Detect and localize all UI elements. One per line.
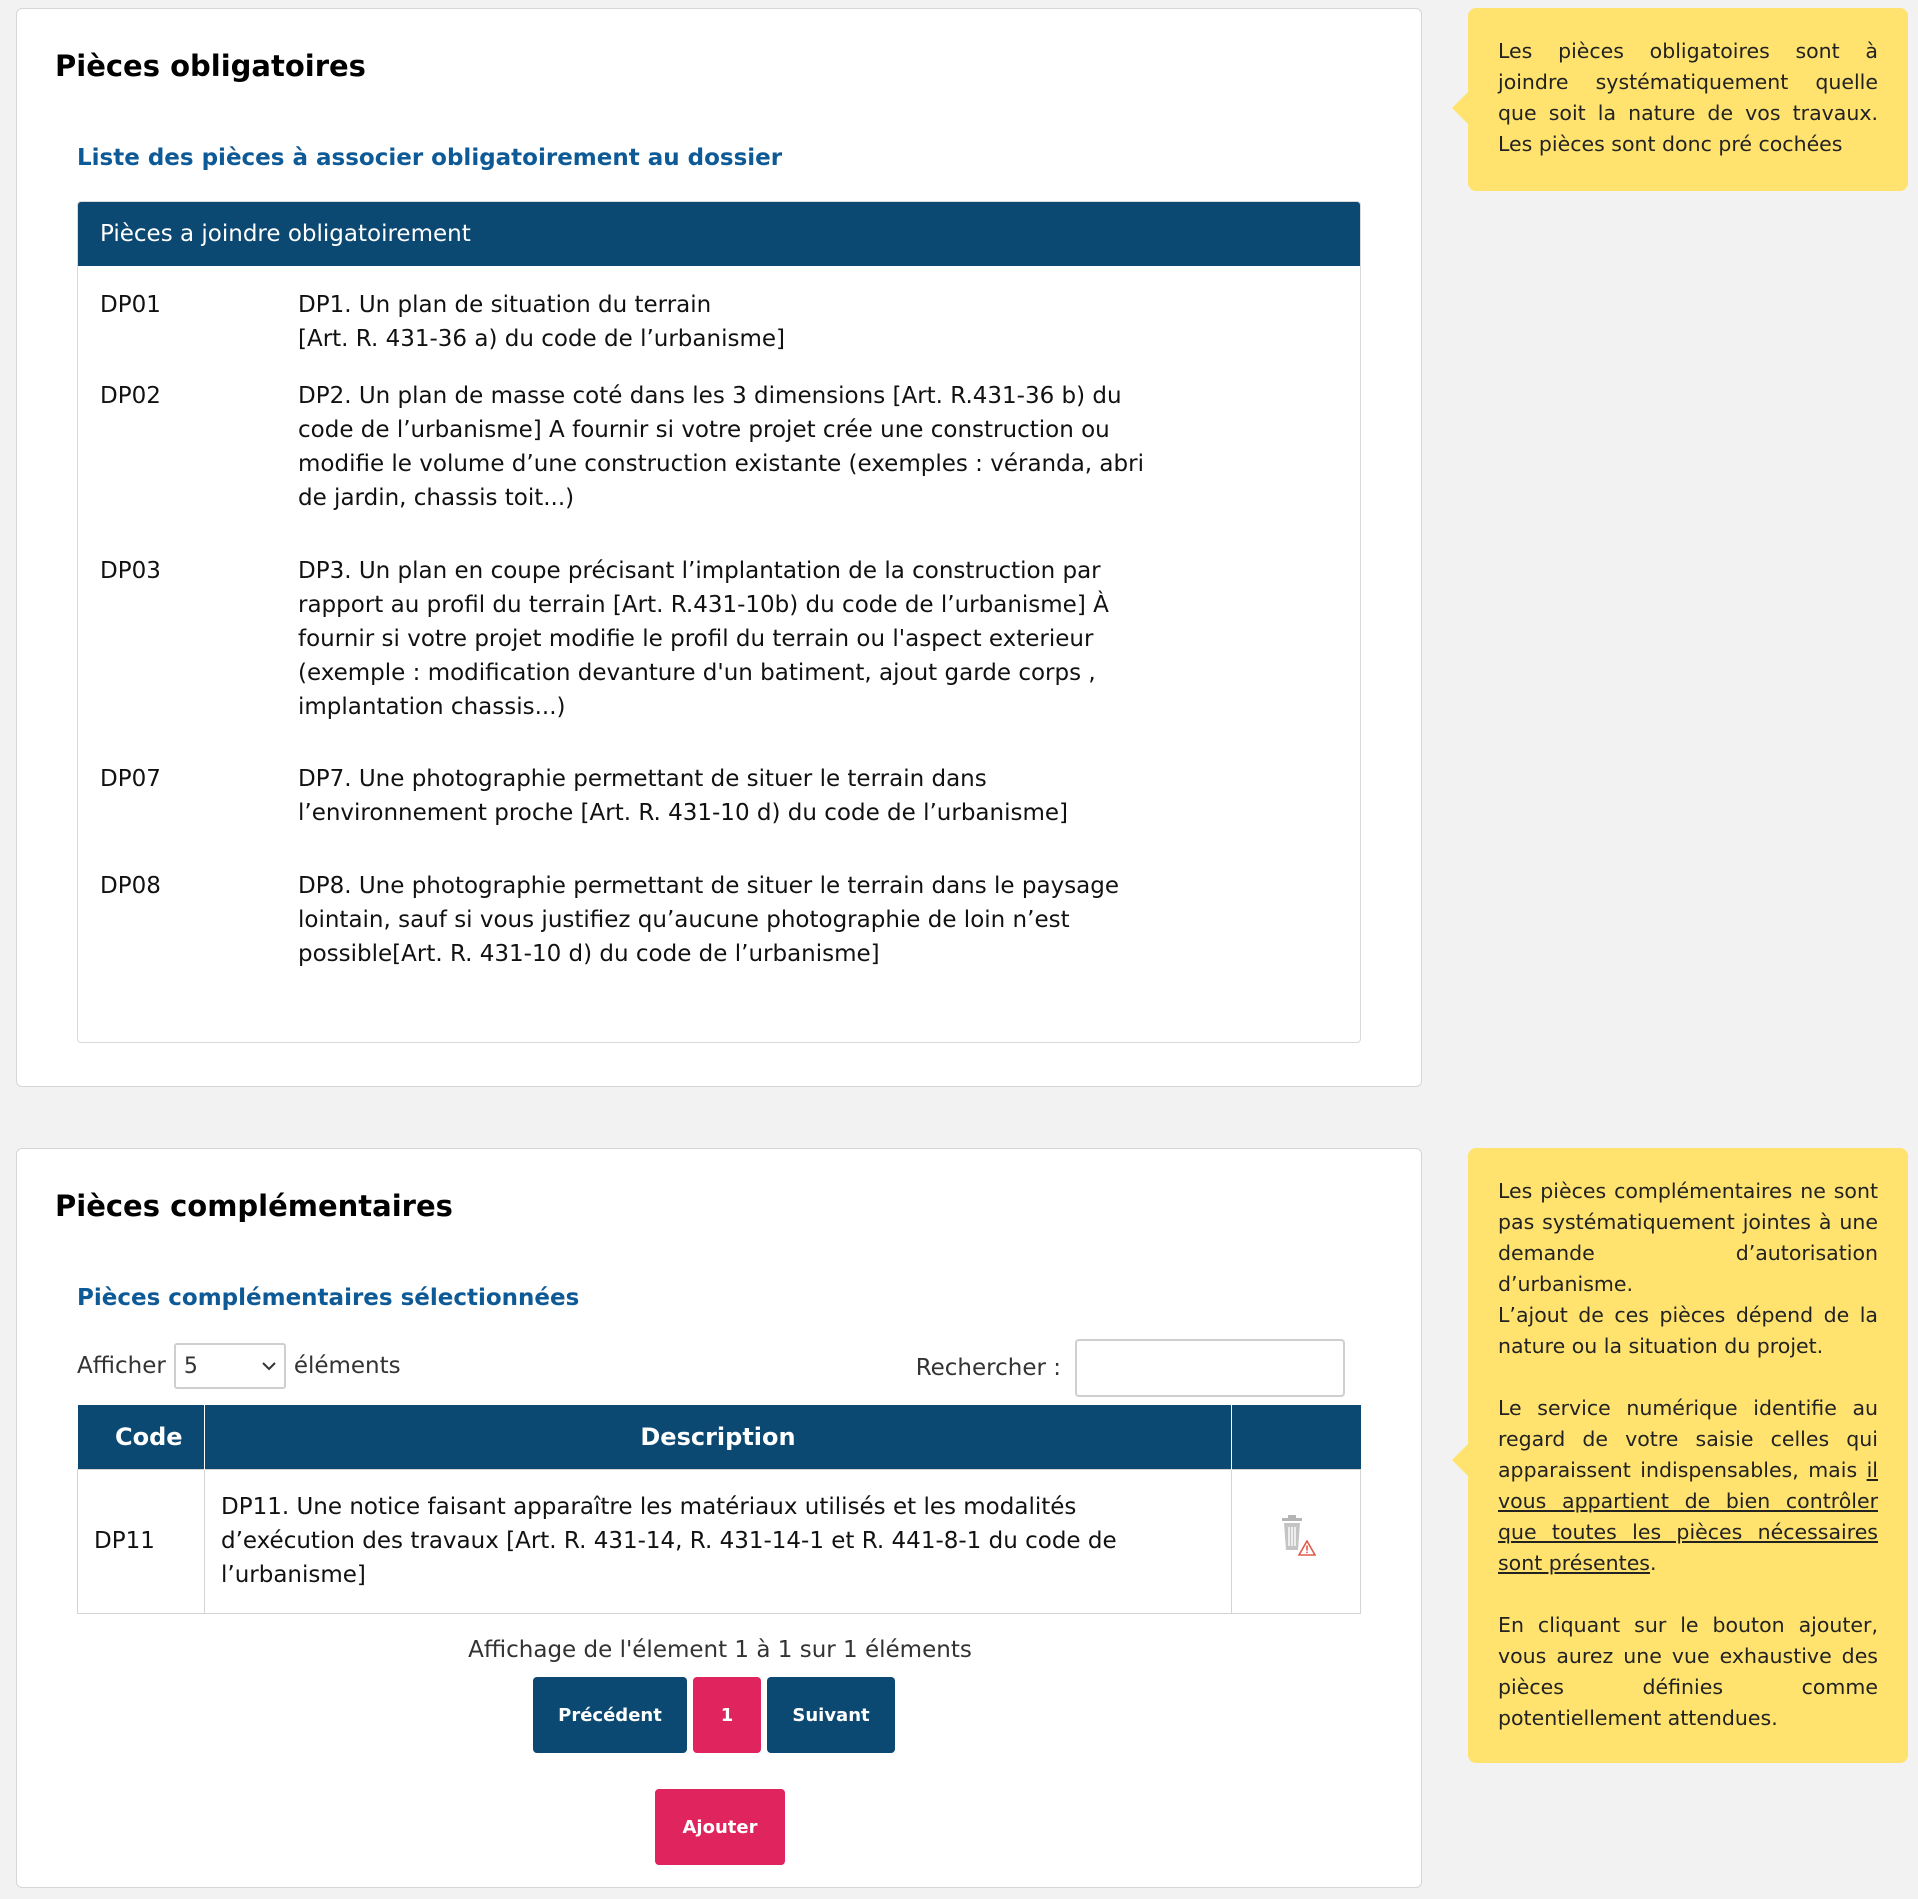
mandatory-title: Pièces obligatoires <box>55 49 366 83</box>
spacer <box>1498 1579 1878 1610</box>
piece-description: DP2. Un plan de masse coté dans les 3 dimensions [Art. R.431-36 b) du code de l’urbanisme] A fournir si votre projet crée une construction ou modifie le volume d’une construction existante (exemples : véranda, abri de jardin, chassis toit...) <box>298 383 1144 511</box>
warning-icon <box>1298 1540 1316 1556</box>
complementary-title: Pièces complémentaires <box>55 1189 453 1223</box>
piece-code: DP08 <box>100 873 161 899</box>
tooltip-text-part: Le service numérique identifie au regard de votre saisie celles qui apparaissent indispensables, mais <box>1498 1396 1878 1482</box>
spacer <box>1498 1362 1878 1393</box>
cell-description: DP11. Une notice faisant apparaître les matériaux utilisés et les modalités d’exécution des travaux [Art. R. 431-14, R. 431-14-1 et R. 441-8-1 du code de l’urbanisme] <box>205 1469 1232 1613</box>
table-row <box>78 1469 1361 1613</box>
page-length-select[interactable] <box>174 1343 286 1389</box>
search-control <box>916 1339 1345 1397</box>
previous-page-button[interactable]: Précédent <box>533 1677 687 1753</box>
search-input[interactable] <box>1075 1339 1345 1397</box>
chevron-down-icon <box>262 1361 276 1371</box>
search-label: Rechercher : <box>915 1355 1061 1381</box>
mandatory-panel <box>77 201 1361 1043</box>
piece-code: DP01 <box>100 292 161 318</box>
piece-code: DP02 <box>100 383 161 409</box>
tooltip-text: Les pièces obligatoires sont à joindre systématiquement quelle que soit la nature de vos travaux. Les pièces sont donc pré cochées <box>1498 39 1878 156</box>
column-header-actions <box>1232 1405 1361 1469</box>
mandatory-panel-header: Pièces a joindre obligatoirement <box>78 202 1360 266</box>
next-page-button[interactable]: Suivant <box>767 1677 895 1753</box>
piece-description-line: [Art. R. 431-36 a) du code de l’urbanisme] <box>298 326 785 352</box>
table-info: Affichage de l'élement 1 à 1 sur 1 éléments <box>468 1637 972 1663</box>
piece-code: DP03 <box>100 558 161 584</box>
mandatory-subtitle: Liste des pièces à associer obligatoirement au dossier <box>77 145 783 171</box>
complementary-pieces-card <box>16 1148 1422 1888</box>
piece-description: DP8. Une photographie permettant de situer le terrain dans le paysage lointain, sauf si vous justifiez qu’aucune photographie de loin n’est possible[Art. R. 431-10 d) du code de l’urbanisme] <box>298 873 1120 967</box>
pagination <box>533 1677 895 1753</box>
piece-description-line: DP1. Un plan de situation du terrain <box>298 292 712 318</box>
piece-description: DP3. Un plan en coupe précisant l’implantation de la construction par rapport au profil du terrain [Art. R.431-10b) du code de l’urbanisme] À fournir si votre projet modifie le profil du terrain ou l'aspect exterieur (exemple : modification devanture d'un batiment, ajout garde corps , implantation chassis...) <box>298 558 1109 720</box>
page-length-suffix: éléments <box>293 1353 401 1379</box>
cell-code: DP11 <box>78 1469 205 1613</box>
tooltip-text: Les pièces complémentaires ne sont pas systématiquement jointes à une demande d’autorisation d’urbanisme. <box>1498 1179 1878 1296</box>
mandatory-pieces-card <box>16 8 1422 1087</box>
tooltip-text: L’ajout de ces pièces dépend de la nature ou la situation du projet. <box>1498 1303 1878 1358</box>
piece-code: DP07 <box>100 766 161 792</box>
tooltip-text: En cliquant sur le bouton ajouter, vous aurez une vue exhaustive des pièces définies comme potentiellement attendues. <box>1498 1613 1878 1730</box>
cell-actions <box>1232 1469 1361 1613</box>
piece-description: DP7. Une photographie permettant de situer le terrain dans l’environnement proche [Art. R. 431-10 d) du code de l’urbanisme] <box>298 766 1069 826</box>
complementary-table <box>77 1405 1361 1614</box>
column-header-code[interactable]: Code <box>78 1405 205 1469</box>
add-button[interactable]: Ajouter <box>655 1789 785 1865</box>
tooltip-text-part: . <box>1650 1551 1657 1575</box>
complementary-help-tooltip <box>1468 1148 1908 1763</box>
delete-button[interactable] <box>1276 1514 1316 1558</box>
page-1-button[interactable]: 1 <box>693 1677 761 1753</box>
column-header-description[interactable]: Description <box>205 1405 1232 1469</box>
page-length-value: 5 <box>183 1353 198 1379</box>
page-length-control <box>77 1343 401 1389</box>
tooltip-text <box>1498 1393 1878 1579</box>
piece-description <box>298 288 1168 356</box>
page-length-label: Afficher <box>77 1353 166 1379</box>
tooltip-emphasis: il vous appartient de bien contrôler que toutes les pièces nécessaires sont présentes <box>1498 1458 1878 1575</box>
mandatory-help-tooltip <box>1468 8 1908 191</box>
complementary-subtitle: Pièces complémentaires sélectionnées <box>77 1285 580 1311</box>
table-header-row <box>78 1405 1361 1469</box>
